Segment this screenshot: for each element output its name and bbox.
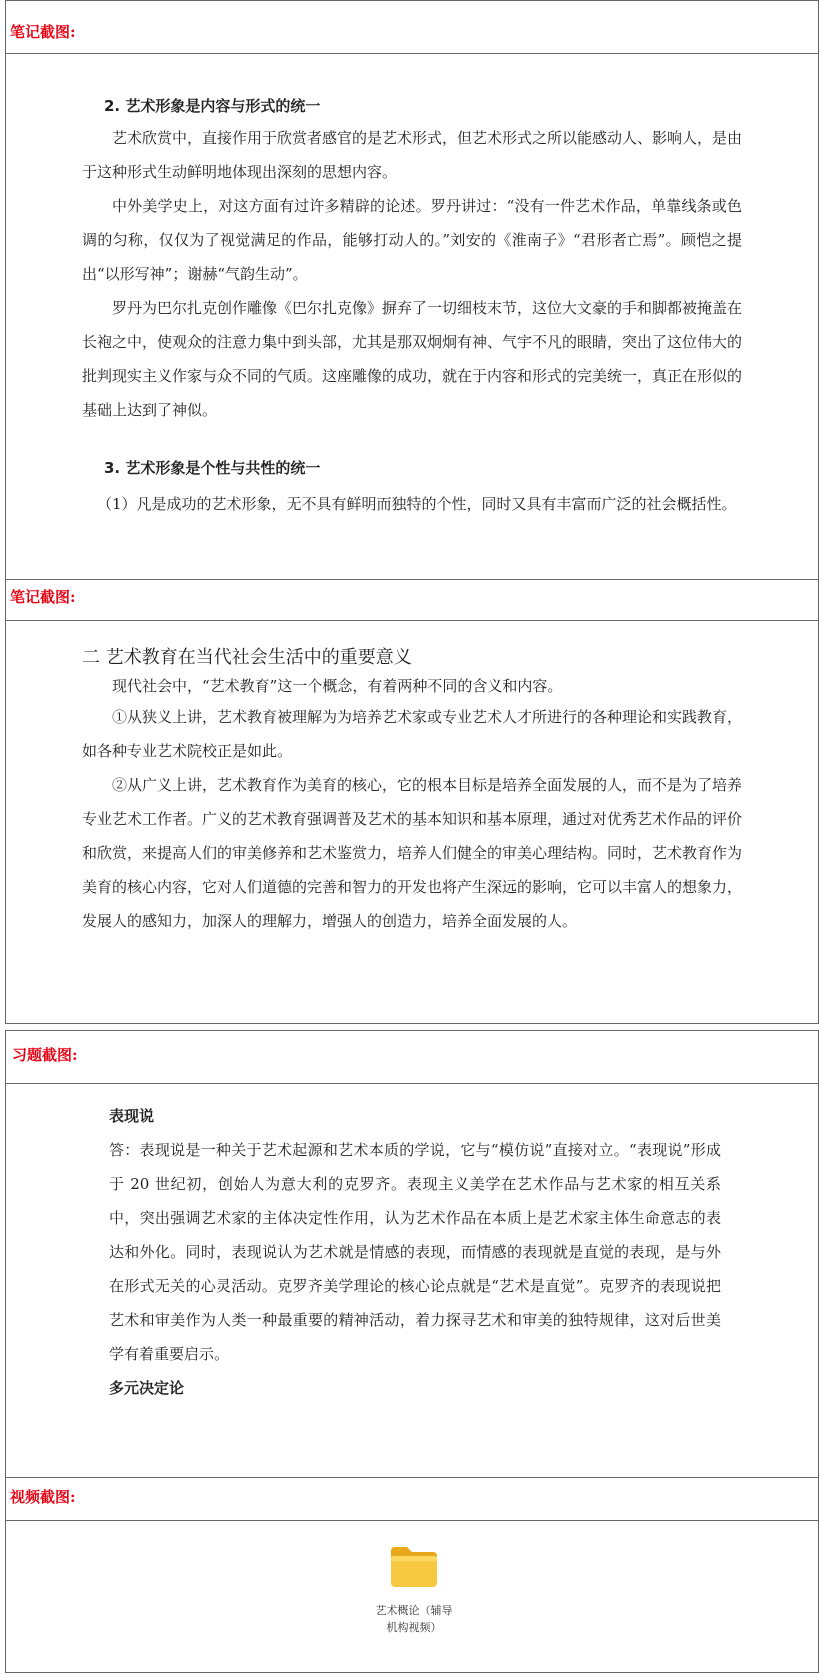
folder-name[interactable] [356,1602,472,1636]
paragraph: （1）凡是成功的艺术形象，无不具有鲜明而独特的个性，同时又具有丰富而广泛的社会概括性。 [97,495,737,513]
note-section-2 [5,579,819,1024]
term-heading: 表现说 [109,1107,155,1125]
paragraph: 艺术欣赏中，直接作用于欣赏者感官的是艺术形式，但艺术形式之所以能感动人、影响人，是由于这种形式生动鲜明地体现出深刻的思想内容。 [82,129,743,181]
divider [6,1083,818,1084]
paragraph: 现代社会中，“艺术教育”这一个概念，有着两种不同的含义和内容。 [112,677,563,695]
exercise-content [109,1099,721,1405]
folder-name-line: 艺术概论（辅导 [375,1604,453,1617]
note-content [82,91,742,521]
paragraph: ②从广义上讲，艺术教育作为美育的核心，它的根本目标是培养全面发展的人，而不是为了培养专业艺术工作者。广义的艺术教育强调普及艺术的基本知识和基本原理，通过对优秀艺术作品的评价和欣赏，来提高人们的审美修养和艺术鉴赏力，培养人们健全的审美心理结构。同时，艺术教育作为美育的核心内容，它对人们道德的完善和智力的开发也将产生深远的影响，它可以丰富人的想象力，发展人的感知力，加深人的理解力，增强人的创造力，培养全面发展的人。 [82,776,743,930]
answer-paragraph: 答：表现说是一种关于艺术起源和艺术本质的学说，它与“模仿说”直接对立。“表现说”形成于 20 世纪初，创始人为意大利的克罗齐。表现主义美学在艺术作品与艺术家的相互关系中，突出强调艺术家的主体决定性作用，认为艺术作品在本质上是艺术家主体生命意志的表达和外化。同时，表现说认为艺术就是情感的表现，而情感的表现就是直觉的表现，是与外在形式无关的心灵活动。克罗齐美学理论的核心论点就是“艺术是直觉”。克罗齐的表现说把艺术和审美作为人类一种最重要的精神活动，着力探寻艺术和审美的独特规律，这对后世美学有着重要启示。 [109,1141,721,1363]
section-label: 笔记截图: [10,23,76,41]
subheading: 3. 艺术形象是个性与共性的统一 [104,459,321,477]
exercise-section [5,1030,819,1478]
note-section-1 [5,0,819,580]
term-heading: 多元决定论 [109,1379,185,1397]
paragraph: 中外美学史上，对这方面有过许多精辟的论述。罗丹讲过：“没有一件艺术作品，单靠线条或色调的匀称，仅仅为了视觉满足的作品，能够打动人的。”刘安的《淮南子》“君形者亡焉”。顾恺之提出“以形写神”；谢赫“气韵生动”。 [82,197,742,283]
divider [6,620,818,621]
section-heading: 二 艺术教育在当代社会生活中的重要意义 [82,647,412,668]
divider [6,53,818,54]
video-section [5,1477,819,1673]
section-label: 笔记截图: [10,588,76,606]
note-content [82,644,742,938]
section-label: 习题截图: [12,1046,78,1064]
folder-icon[interactable] [389,1545,439,1589]
subheading: 2. 艺术形象是内容与形式的统一 [104,97,321,115]
paragraph: ①从狭义上讲，艺术教育被理解为为培养艺术家或专业艺术人才所进行的各种理论和实践教育，如各种专业艺术院校正是如此。 [82,708,743,760]
folder-icon [389,1545,439,1589]
divider [6,1520,818,1521]
folder-name-line: 机构视频） [386,1621,442,1634]
section-label: 视频截图: [10,1488,76,1506]
paragraph: 罗丹为巴尔扎克创作雕像《巴尔扎克像》摒弃了一切细枝末节，这位大文豪的手和脚都被掩盖在长袍之中，使观众的注意力集中到头部，尤其是那双炯炯有神、气宇不凡的眼睛，突出了这位伟大的批判现实主义作家与众不同的气质。这座雕像的成功，就在于内容和形式的完美统一，真正在形似的基础上达到了神似。 [82,299,743,419]
